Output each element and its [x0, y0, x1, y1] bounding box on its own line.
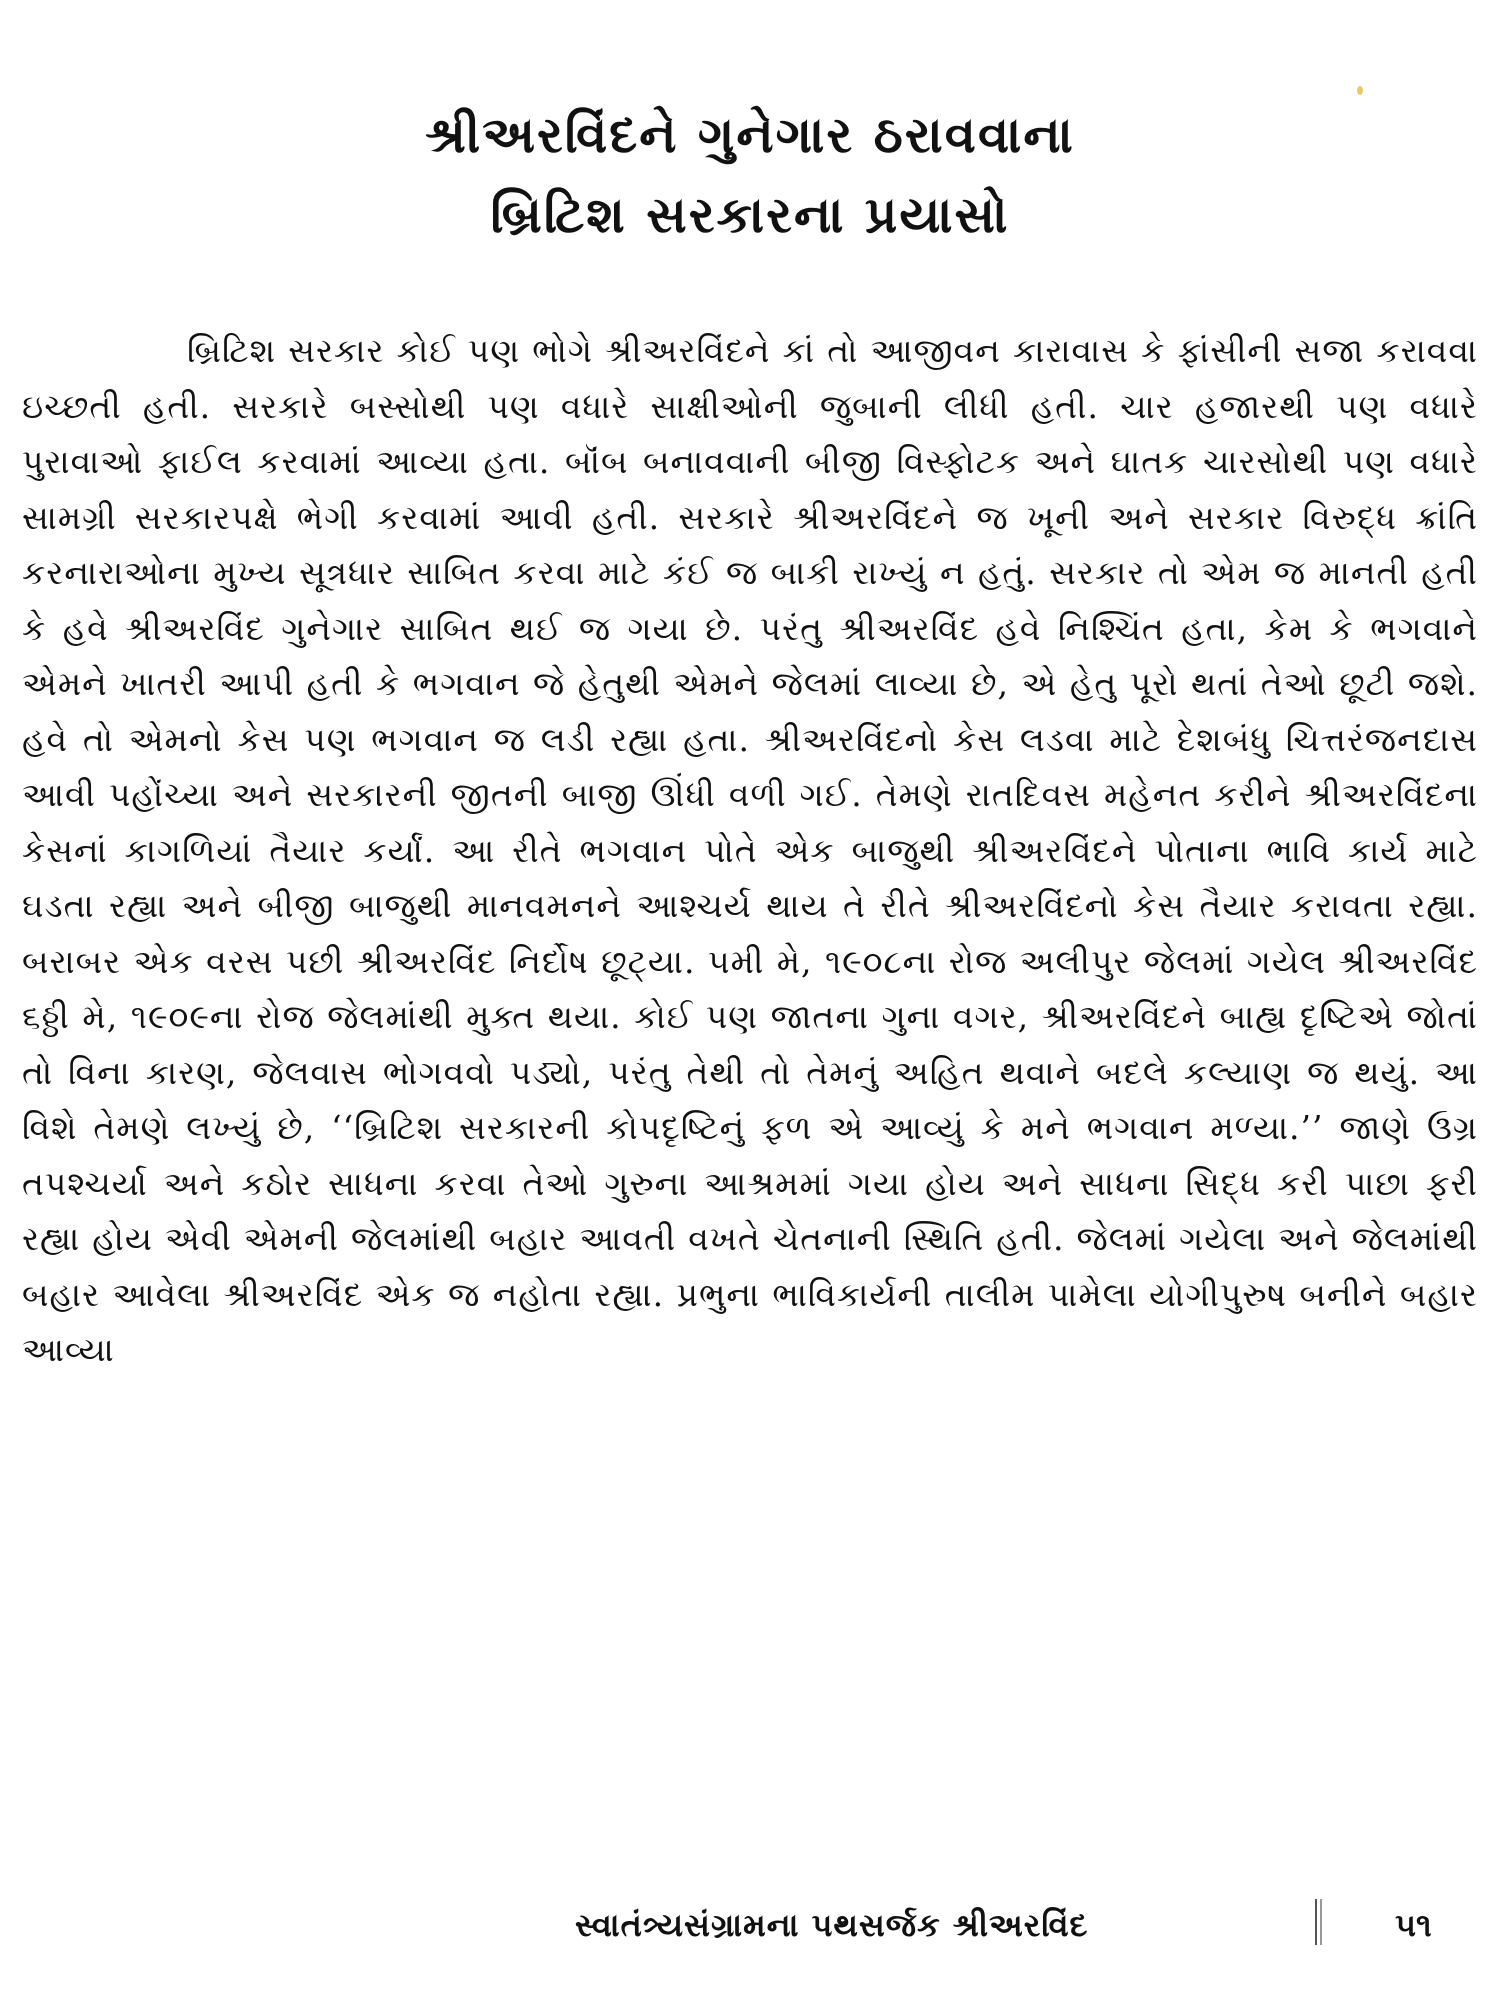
chapter-title-line-2: બ્રિટિશ સરકારના પ્રયાસો — [490, 186, 1010, 244]
paper-speck — [1357, 86, 1363, 95]
chapter-title-line-1: શ્રીઅરવિંદને ગુનેગાર ઠરાવવાના — [425, 106, 1075, 164]
footer-divider — [1315, 1899, 1322, 1945]
footer-book-title: સ્વાતંત્ર્યસંગ્રામના પથસર્જક શ્રીઅરવિંદ — [575, 1906, 1089, 1944]
chapter-title — [150, 95, 1350, 255]
page-footer — [0, 1895, 1500, 1955]
body-paragraph: બ્રિટિશ સરકાર કોઈ પણ ભોગે શ્રીઅરવિંદને કાં તો આજીવન કારાવાસ કે ફાંસીની સજા કરાવવા ઇચ્છતી હતી. સરકારે બસ્સોથી પણ વધારે સાક્ષીઓની જુબાની લીધી હતી. ચાર હજારથી પણ વધારે પુરાવાઓ ફાઈલ કરવામાં આવ્યા હતા. બૉંબ બનાવવાની બીજી વિસ્ફોટક અને ઘાતક ચારસોથી પણ વધારે સામગ્રી સરકારપક્ષે ભેગી કરવામાં આવી હતી. સરકારે શ્રીઅરવિંદને જ ખૂની અને સરકાર વિરુદ્ધ ક્રાંતિ કરનારાઓના મુખ્ય સૂત્રધાર સાબિત કરવા માટે કંઈ જ બાકી રાખ્યું ન હતું. સરકાર તો એમ જ માનતી હતી કે હવે શ્રીઅરવિંદ ગુનેગાર સાબિત થઈ જ ગયા છે. પરંતુ શ્રીઅરવિંદ હવે નિશ્ચિંત હતા, કેમ કે ભગવાને એમને ખાતરી આપી હતી કે ભગવાન જે હેતુથી એમને જેલમાં લાવ્યા છે, એ હેતુ પૂરો થતાં તેઓ છૂટી જશે. હવે તો એમનો કેસ પણ ભગવાન જ લડી રહ્યા હતા. શ્રીઅરવિંદનો કેસ લડવા માટે દેશબંધુ ચિત્તરંજનદાસ આવી પહોંચ્યા અને સરકારની જીતની બાજી ઊંધી વળી ગઈ. તેમણે રાતદિવસ મહેનત કરીને શ્રીઅરવિંદના કેસનાં કાગળિયાં તૈયાર કર્યાં. આ રીતે ભગવાન પોતે એક બાજુથી શ્રીઅરવિંદને પોતાના ભાવિ કાર્ય માટે ઘડતા રહ્યા અને બીજી બાજુથી માનવમનને આશ્ચર્ય થાય તે રીતે શ્રીઅરવિંદનો કેસ તૈયાર કરાવતા રહ્યા. બરાબર એક વરસ પછી શ્રીઅરવિંદ નિર્દોષ છૂટ્યા. ૫મી મે, ૧૯૦૮ના રોજ અલીપુર જેલમાં ગયેલ શ્રીઅરવિંદ ૬ઠ્ઠી મે, ૧૯૦૯ના રોજ જેલમાંથી મુક્ત થયા. કોઈ પણ જાતના ગુના વગર, શ્રીઅરવિંદને બાહ્ય દૃષ્ટિએ જોતાં તો વિના કારણ, જેલવાસ ભોગવવો પડ્યો, પરંતુ તેથી તો તેમનું અહિત થવાને બદલે કલ્યાણ જ થયું. આ વિશે તેમણે લખ્યું છે, ‘‘બ્રિટિશ સરકારની કોપદૃષ્ટિનું ફળ એ આવ્યું કે મને ભગવાન મળ્યા.’’ જાણે ઉગ્ર તપશ્ચર્યા અને કઠોર સાધના કરવા તેઓ ગુરુના આશ્રમમાં ગયા હોય અને સાધના સિદ્ધ કરી પાછા ફરી રહ્યા હોય એવી એમની જેલમાંથી બહાર આવતી વખતે ચેતનાની સ્થિતિ હતી. જેલમાં ગયેલા અને જેલમાંથી બહાર આવેલા શ્રીઅરવિંદ એક જ નહોતા રહ્યા. પ્રભુના ભાવિકાર્યની તાલીમ પામેલા યોગીપુરુષ બનીને બહાર આવ્યા — [22, 331, 1478, 1369]
page-number: ૫૧ — [1395, 1906, 1432, 1944]
